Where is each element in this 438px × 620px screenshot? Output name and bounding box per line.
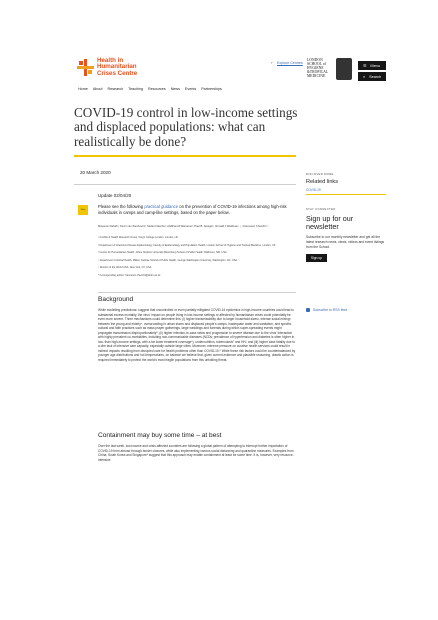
notice-text: Please see the following bbox=[98, 204, 145, 209]
nav-item-teaching[interactable]: Teaching bbox=[128, 87, 144, 91]
discover-more-label: DISCOVER MORE bbox=[306, 172, 334, 176]
lshtm-line: MEDICINE bbox=[307, 74, 326, 78]
affiliation: ¹ Conflict & Health Research Group, King's College London, London, UK bbox=[98, 236, 179, 239]
affiliation: ⁴ Department of Global Health, Milken Institute School of Public Health, George Washington University, Washington, DC, USA bbox=[98, 258, 238, 262]
centre-logo-icon[interactable] bbox=[77, 59, 94, 76]
related-links-title: Related links bbox=[306, 179, 339, 185]
stay-connected-label: STAY CONNECTED bbox=[306, 207, 336, 211]
arrow-back-icon: ⇠ bbox=[271, 61, 275, 65]
affiliation: ³ Centre for Humanitarian Health, Johns Hopkins University Bloomberg School of Public Health, Baltimore, MD, USA bbox=[98, 251, 227, 255]
menu-label: Menu bbox=[370, 63, 380, 68]
related-links-block bbox=[306, 172, 387, 192]
logo-line: Crises Centre bbox=[97, 69, 138, 77]
section-heading-background: Background bbox=[98, 296, 134, 303]
rss-link[interactable] bbox=[306, 308, 347, 312]
nav-item-resources[interactable]: Resources bbox=[148, 87, 166, 91]
author-list: Maysoon Dahab¹, Kevin van Zandvoort², Stefan Flasche², Abdihamid Warsame³, Paul B. Spiegel⁴, Ronald J Waldman⁵·⁶, Francesco Checchi²·³ bbox=[98, 225, 269, 228]
nav-item-events[interactable]: Events bbox=[184, 87, 197, 91]
explore-centres-link[interactable] bbox=[271, 61, 303, 65]
practical-guidance-link[interactable]: practical guidance bbox=[144, 204, 179, 209]
lshtm-line: HYGIENE bbox=[307, 66, 324, 70]
lshtm-logo[interactable] bbox=[307, 57, 351, 83]
nav-item-about[interactable]: About bbox=[92, 87, 103, 91]
date-divider bbox=[74, 184, 296, 185]
lshtm-line: LONDON bbox=[307, 58, 323, 62]
containment-paragraph: Over the last week, low-income and crisis-affected countries are following a global pattern of attempting to interrupt further importation of COVID-19 from abroad through border closures, while also implementing various social distancing and quarantine measures. Examples from China, South Korea and Singapore⁹ suggest that this approach may enable containment at least for some time. It is, however, very resource-intensive. bbox=[98, 444, 294, 462]
signup-button[interactable]: Sign up bbox=[306, 254, 327, 262]
page-title: COVID-19 control in low-income settings and displaced populations: what can realistically be done? bbox=[74, 105, 298, 149]
newsletter-title: Sign up for our newsletter bbox=[306, 214, 354, 232]
lshtm-wordmark bbox=[307, 58, 328, 78]
related-link-covid[interactable]: COVID-19 bbox=[306, 188, 321, 192]
logo-line: Humanitarian bbox=[97, 63, 137, 71]
rss-label: Subscribe to RSS feed bbox=[313, 308, 348, 312]
hamburger-icon: ☰ bbox=[363, 64, 367, 68]
search-label: Search bbox=[369, 74, 382, 79]
lshtm-line: &TROPICAL bbox=[307, 70, 329, 74]
logo-line: Health in bbox=[97, 57, 124, 64]
affiliation: ⁵ Doctors of the World USA, New York, NY, USA bbox=[98, 266, 152, 270]
background-paragraph: While modelling predictions¹ suggest that uncontrolled or even partially mitigated COVID-19 epidemics in high-income countries could lead to substantial excess mortality, the virus' impact on people living in low-income settings or affected by humanitarian crises could potentially be even more severe. Three mechanisms could determine this: (i) higher transmissibility due to larger household sizes², intense social mixing³ between the young and elderly⁴, overcrowding in urban slums and displaced people's camps, inadequate water and sanitation, and specific cultural and faith practices such as mass prayer gatherings, large weddings and funerals during which super-spreading events might propagate transmission disproportionately⁵; (ii) higher infection-to-case ratios and progression to severe disease due to the virus' interaction with highly prevalent co-morbidities, including non-communicable diseases (NCDs; prevalence of hypertension and diabetes is often higher in low- than high-income settings, with a far lower treatment coverage⁶), undernutrition, tuberculosis⁷ and HIV; and (iii) higher case fatality due to a dire lack of intensive care capacity, especially outside large cities. Moreover, extreme pressure on curative health services could result in indirect impacts resulting from disrupted care for health problems other than COVID-19.⁸ While these risk factors could be counterbalanced by younger age distributions and hot temperatures, on balance we believe that, given current evidence and plausible reasoning, drastic action is required immediately to protect the world's most fragile populations from this unfolding threat. bbox=[98, 308, 296, 363]
corresponding-author: * Corresponding author: francesco.checchi@lshtm.ac.uk bbox=[98, 273, 161, 277]
search-button[interactable] bbox=[358, 72, 386, 81]
publish-date: 20 March 2020 bbox=[80, 170, 111, 175]
newsletter-block bbox=[306, 207, 387, 262]
sidebar-divider bbox=[306, 194, 386, 195]
affiliations bbox=[98, 236, 296, 278]
centre-logo-text[interactable] bbox=[97, 58, 137, 77]
explore-centres-label: Explore Centres bbox=[277, 61, 303, 65]
lshtm-line: SCHOOL of bbox=[307, 62, 327, 66]
title-divider bbox=[74, 155, 296, 157]
update-badge bbox=[78, 205, 88, 215]
notice-text: on the prevention of COVID-19 infections among high-risk individuals in camps and camp-like settings, based on the paper below. bbox=[98, 204, 287, 215]
badge-label: Note bbox=[80, 209, 86, 211]
rss-icon bbox=[306, 308, 310, 312]
nav-item-home[interactable]: Home bbox=[78, 87, 88, 91]
section-divider bbox=[98, 292, 296, 293]
main-nav bbox=[78, 87, 222, 91]
nav-item-research[interactable]: Research bbox=[107, 87, 124, 91]
affiliation: ² Department of Infectious Disease Epidemiology, Faculty of Epidemiology and Population Health, London School of Hygiene and Tropical Medicine, London, UK bbox=[98, 243, 276, 247]
crest-icon bbox=[336, 58, 352, 80]
search-icon: ⌕ bbox=[363, 74, 366, 79]
section-heading-containment: Containment may buy some time – at best bbox=[98, 432, 222, 439]
update-notice bbox=[98, 204, 296, 215]
nav-item-news[interactable]: News bbox=[170, 87, 180, 91]
newsletter-text: Subscribe to our monthly newsletter and get all the latest research news, views, videos and event listings from the School. bbox=[306, 235, 385, 249]
menu-button[interactable] bbox=[358, 61, 386, 70]
update-label: Update 02/04/20 bbox=[98, 193, 132, 198]
nav-item-partnerships[interactable]: Partnerships bbox=[201, 87, 222, 91]
